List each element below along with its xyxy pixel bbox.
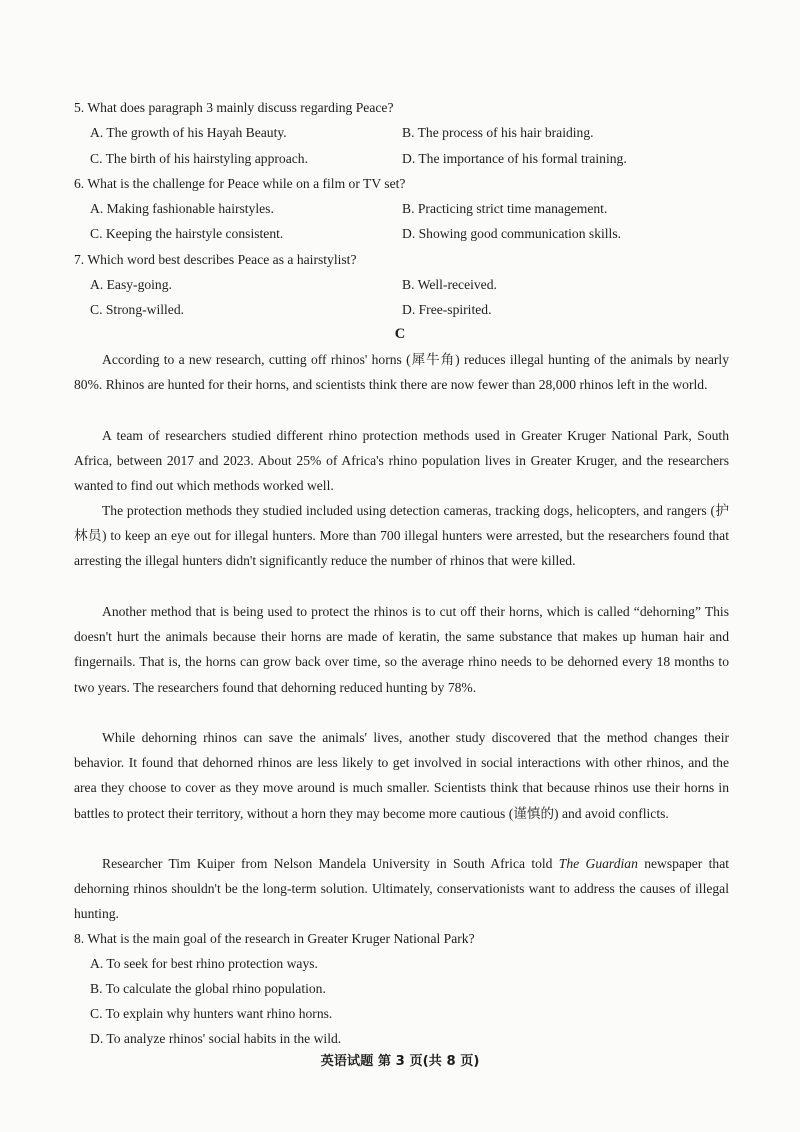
- passage-paragraph-3: The protection methods they studied included using detection cameras, tracking dogs, helicopters, and rangers (护林员) to keep an eye out for illegal hunters. More than 700 illegal hunters were arrested, but the researchers found that arresting the illegal hunters didn't significantly reduce the number of rhinos that were killed.: [74, 503, 729, 569]
- passage-paragraph-6: [74, 851, 729, 927]
- question-5-option-d: D. The importance of his formal training.: [402, 151, 627, 166]
- question-5-option-c: C. The birth of his hairstyling approach.: [90, 151, 308, 166]
- question-6-option-b: B. Practicing strict time management.: [402, 201, 608, 216]
- question-8-option-b: B. To calculate the global rhino population.: [90, 981, 326, 996]
- question-8-option-a: A. To seek for best rhino protection ways.: [90, 956, 318, 971]
- section-c-heading: C: [394, 326, 406, 342]
- question-6-option-a: A. Making fashionable hairstyles.: [90, 201, 274, 216]
- paragraph-6-text-before: Researcher Tim Kuiper from Nelson Mandela University in South Africa told: [102, 856, 559, 871]
- question-5-option-a: A. The growth of his Hayah Beauty.: [90, 125, 287, 140]
- passage-paragraph-1: According to a new research, cutting off rhinos' horns (犀牛角) reduces illegal hunting of the animals by nearly 80%. Rhinos are hunted for their horns, and scientists think there are now fewer than 28,000 rhinos left in the world.: [74, 352, 729, 393]
- passage-paragraph-4: Another method that is being used to protect the rhinos is to cut off their horns, which is called “dehorning” This doesn't hurt the animals because their horns are made of keratin, the same substance that makes up human hair and fingernails. That is, the horns can grow back over time, so the average rhino needs to be dehorned every 18 months to two years. The researchers found that dehorning reduced hunting by 78%.: [74, 604, 729, 695]
- question-6-option-d: D. Showing good communication skills.: [402, 226, 622, 241]
- question-8-option-d: D. To analyze rhinos' social habits in the wild.: [90, 1031, 342, 1046]
- passage-paragraph-5: While dehorning rhinos can save the animals' lives, another study discovered that the method changes their behavior. It found that dehorned rhinos are less likely to get involved in social interactions with other rhinos, and the area they choose to cover as they move around is much smaller. Scientists think that because rhinos use their horns in battles to protect their territory, without a horn they may become more cautious (谨慎的) and avoid conflicts.: [74, 730, 729, 821]
- passage-paragraph-2: A team of researchers studied different rhino protection methods used in Greater Kruger National Park, South Africa, between 2017 and 2023. About 25% of Africa's rhino population lives in Greater Kruger, and the researchers wanted to find out which methods worked well.: [74, 428, 729, 494]
- question-7-option-a: A. Easy-going.: [90, 277, 172, 292]
- question-7-stem: 7. Which word best describes Peace as a hairstylist?: [74, 252, 357, 267]
- question-7-option-c: C. Strong-willed.: [90, 302, 185, 317]
- question-5-stem: 5. What does paragraph 3 mainly discuss regarding Peace?: [74, 100, 394, 115]
- question-8-option-c: C. To explain why hunters want rhino horns.: [90, 1006, 333, 1021]
- question-6-stem: 6. What is the challenge for Peace while on a film or TV set?: [74, 176, 406, 191]
- page-footer: 英语试题 第 3 页(共 8 页): [320, 1054, 480, 1069]
- question-7-option-b: B. Well-received.: [402, 277, 497, 292]
- question-7-option-d: D. Free-spirited.: [402, 302, 492, 317]
- question-8-stem: 8. What is the main goal of the research in Greater Kruger National Park?: [74, 931, 475, 946]
- paragraph-6-text-after: newspaper that dehorning rhinos shouldn't be the long-term solution. Ultimately, conservationists want to address the causes of illegal hunting.: [74, 856, 730, 922]
- newspaper-title: The Guardian: [558, 856, 638, 871]
- question-5-option-b: B. The process of his hair braiding.: [402, 125, 594, 140]
- question-6-option-c: C. Keeping the hairstyle consistent.: [90, 226, 284, 241]
